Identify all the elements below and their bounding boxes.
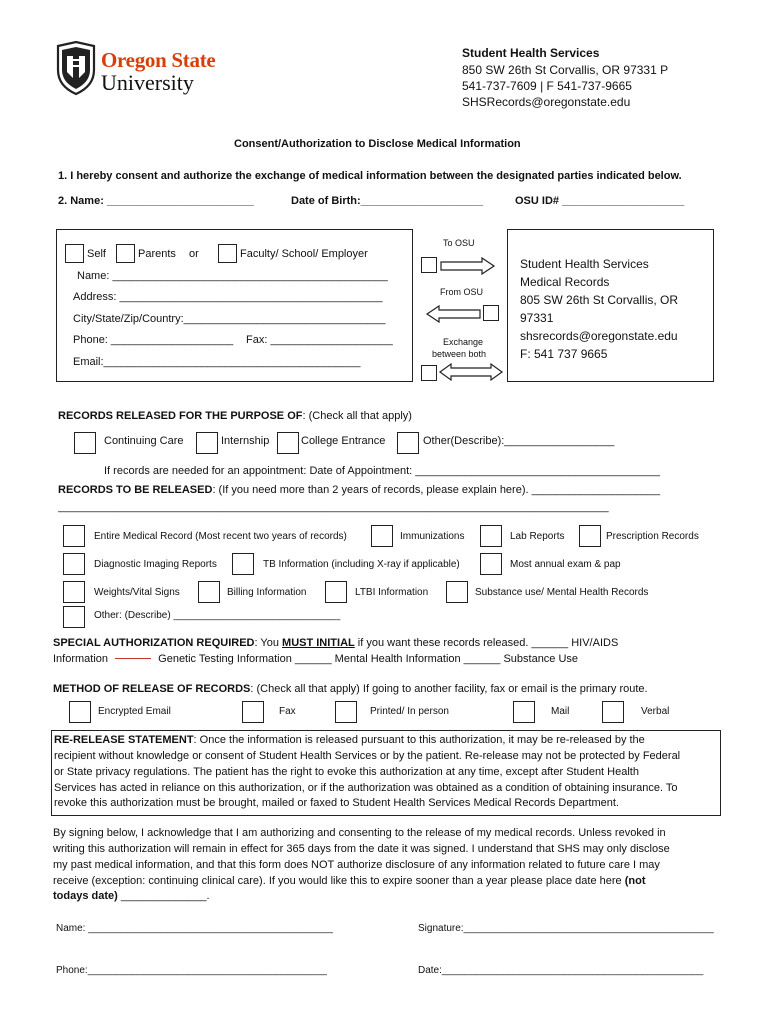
party-email-field[interactable]: Email:__________________________________________ [73, 356, 361, 368]
entire-record-checkbox[interactable] [63, 525, 85, 547]
from-osu-label: From OSU [440, 287, 484, 297]
prescription-label: Prescription Records [606, 531, 699, 542]
continuing-care-label: Continuing Care [104, 435, 184, 447]
rerelease-line: RE-RELEASE STATEMENT: Once the information is released pursuant to this authorization, it may be re-released by the [54, 734, 645, 746]
diagnostic-imaging-checkbox[interactable] [63, 553, 85, 575]
billing-checkbox[interactable] [198, 581, 220, 603]
osu-box-line: 805 SW 26th St Corvallis, OR [520, 293, 679, 307]
between-both-label: between both [432, 349, 487, 359]
college-entrance-checkbox[interactable] [277, 432, 299, 454]
tb-info-checkbox[interactable] [232, 553, 254, 575]
continuing-care-checkbox[interactable] [74, 432, 96, 454]
party-phone-field[interactable]: Phone: ____________________ [73, 334, 234, 346]
signing-line: By signing below, I acknowledge that I am authorizing and consenting to the release of my medical records. Unless revoked in [53, 827, 666, 839]
clinic-name: Student Health Services [462, 46, 600, 60]
signing-line: receive (exception: continuing clinical care). If you would like this to expire sooner than a year please place date here (not [53, 875, 646, 887]
to-osu-label: To OSU [443, 238, 475, 248]
clinic-email: SHSRecords@oregonstate.edu [462, 95, 631, 109]
purpose-heading: RECORDS RELEASED FOR THE PURPOSE OF: (Check all that apply) [58, 410, 412, 422]
footer-date-field[interactable]: Date:_______________________________________________ [418, 965, 704, 976]
osu-box-line: F: 541 737 9665 [520, 347, 608, 361]
or-label: or [189, 248, 199, 260]
rerelease-line: or State privacy regulations. The patient has the right to evoke this authorization at any time, except after Student Health [54, 766, 639, 778]
osu-box-line: shsrecords@oregonstate.edu [520, 329, 678, 343]
exchange-label: Exchange [443, 337, 484, 347]
substance-use-checkbox[interactable] [446, 581, 468, 603]
signing-line: writing this authorization will remain in effect for 365 days from the date it was signed. I understand that SHS may only disclose [53, 843, 670, 855]
lab-reports-label: Lab Reports [510, 531, 565, 542]
osu-box-line: 97331 [520, 311, 554, 325]
form-title: Consent/Authorization to Disclose Medical Information [234, 138, 521, 150]
party-fax-field[interactable]: Fax: ____________________ [246, 334, 393, 346]
faculty-checkbox[interactable] [218, 244, 237, 263]
college-entrance-label: College Entrance [301, 435, 386, 447]
appointment-date-field[interactable]: If records are needed for an appointment: Date of Appointment: ________________________________________ [104, 465, 660, 477]
tb-info-label: TB Information (including X-ray if applicable) [263, 559, 460, 570]
encrypted-email-checkbox[interactable] [69, 701, 91, 723]
patient-name-field[interactable]: 2. Name: ________________________ [58, 195, 254, 207]
immunizations-label: Immunizations [400, 531, 465, 542]
other-records-field[interactable]: Other: (Describe) ______________________________ [94, 610, 341, 621]
faculty-label: Faculty/ School/ Employer [240, 248, 368, 260]
rerelease-line: Services has acted in reliance on this authorization, or if the authorization was obtained as a condition of obtaining insurance. To [54, 782, 678, 794]
osu-box-line: Medical Records [520, 275, 610, 289]
from-osu-checkbox[interactable] [483, 305, 499, 321]
annual-exam-label: Most annual exam & pap [510, 559, 621, 570]
annual-exam-checkbox[interactable] [480, 553, 502, 575]
other-purpose-checkbox[interactable] [397, 432, 419, 454]
lab-reports-checkbox[interactable] [480, 525, 502, 547]
internship-checkbox[interactable] [196, 432, 218, 454]
ltbi-label: LTBI Information [355, 587, 429, 598]
self-checkbox[interactable] [65, 244, 84, 263]
dob-field[interactable]: Date of Birth:____________________ [291, 195, 484, 207]
to-osu-checkbox[interactable] [421, 257, 437, 273]
verbal-checkbox[interactable] [602, 701, 624, 723]
mail-label: Mail [551, 706, 570, 717]
clinic-address: 850 SW 26th St Corvallis, OR 97331 P [462, 63, 669, 77]
party-address-field[interactable]: Address: ___________________________________________ [73, 291, 383, 303]
printed-label: Printed/ In person [370, 706, 449, 717]
billing-label: Billing Information [227, 587, 307, 598]
right-arrow-icon [440, 257, 496, 275]
logo-line2: University [101, 70, 194, 95]
vitals-label: Weights/Vital Signs [94, 587, 180, 598]
fax-checkbox[interactable] [242, 701, 264, 723]
signature-field[interactable]: Signature:_____________________________________________ [418, 923, 714, 934]
logo-line1: Oregon State [101, 48, 216, 72]
consent-statement: 1. I hereby consent and authorize the exchange of medical information between the designated parties indicated below. [58, 170, 682, 182]
party-city-field[interactable]: City/State/Zip/Country:_________________________________ [73, 313, 386, 325]
exchange-checkbox[interactable] [421, 365, 437, 381]
other-records-checkbox[interactable] [63, 606, 85, 628]
signing-line: my past medical information, and that this form does NOT authorize disclosure of any information related to future care I may [53, 859, 660, 871]
left-arrow-icon [425, 305, 481, 323]
vitals-checkbox[interactable] [63, 581, 85, 603]
signing-expiry-field[interactable]: todays date) ______________. [53, 890, 210, 902]
records-heading: RECORDS TO BE RELEASED: (If you need more than 2 years of records, please explain here). _____________________ [58, 484, 661, 496]
diagnostic-imaging-label: Diagnostic Imaging Reports [94, 559, 217, 570]
substance-use-label: Substance use/ Mental Health Records [475, 587, 649, 598]
osu-id-field[interactable]: OSU ID# ____________________ [515, 195, 685, 207]
shield-icon [54, 40, 98, 96]
footer-name-field[interactable]: Name: ____________________________________________ [56, 923, 333, 934]
prescription-checkbox[interactable] [579, 525, 601, 547]
rerelease-line: revoke this authorization must be brought, mailed or faxed to Student Health Services Medical Records Department. [54, 797, 619, 809]
special-auth-line2: Information Genetic Testing Information ______ Mental Health Information ______ Substance Use [53, 653, 579, 665]
osu-box-line: Student Health Services [520, 257, 649, 271]
rerelease-line: recipient without knowledge or consent of Student Health Services or by the patient. Re-release may not be protected by Federal [54, 750, 681, 762]
clinic-phone: 541-737-7609 | F 541-737-9665 [462, 79, 632, 93]
printed-checkbox[interactable] [335, 701, 357, 723]
method-heading: METHOD OF RELEASE OF RECORDS: (Check all that apply) If going to another facility, fax or email is the primary route. [53, 683, 648, 695]
encrypted-email-label: Encrypted Email [98, 706, 171, 717]
other-purpose-field[interactable]: Other(Describe):__________________ [423, 435, 615, 447]
internship-label: Internship [221, 435, 270, 447]
double-arrow-icon [438, 362, 504, 382]
special-auth-line1: SPECIAL AUTHORIZATION REQUIRED: You MUST INITIAL if you want these records released. ______ HIV/AIDS [53, 637, 619, 649]
mail-checkbox[interactable] [513, 701, 535, 723]
ltbi-checkbox[interactable] [325, 581, 347, 603]
entire-record-label: Entire Medical Record (Most recent two years of records) [94, 531, 347, 542]
party-name-field[interactable]: Name: _____________________________________________ [77, 270, 388, 282]
parents-checkbox[interactable] [116, 244, 135, 263]
self-label: Self [87, 248, 106, 260]
verbal-label: Verbal [641, 706, 670, 717]
fax-label: Fax [279, 706, 296, 717]
records-explain-line[interactable]: __________________________________________________________________________________________ [58, 501, 609, 513]
parents-label: Parents [138, 248, 176, 260]
footer-phone-field[interactable]: Phone:___________________________________________ [56, 965, 327, 976]
immunizations-checkbox[interactable] [371, 525, 393, 547]
